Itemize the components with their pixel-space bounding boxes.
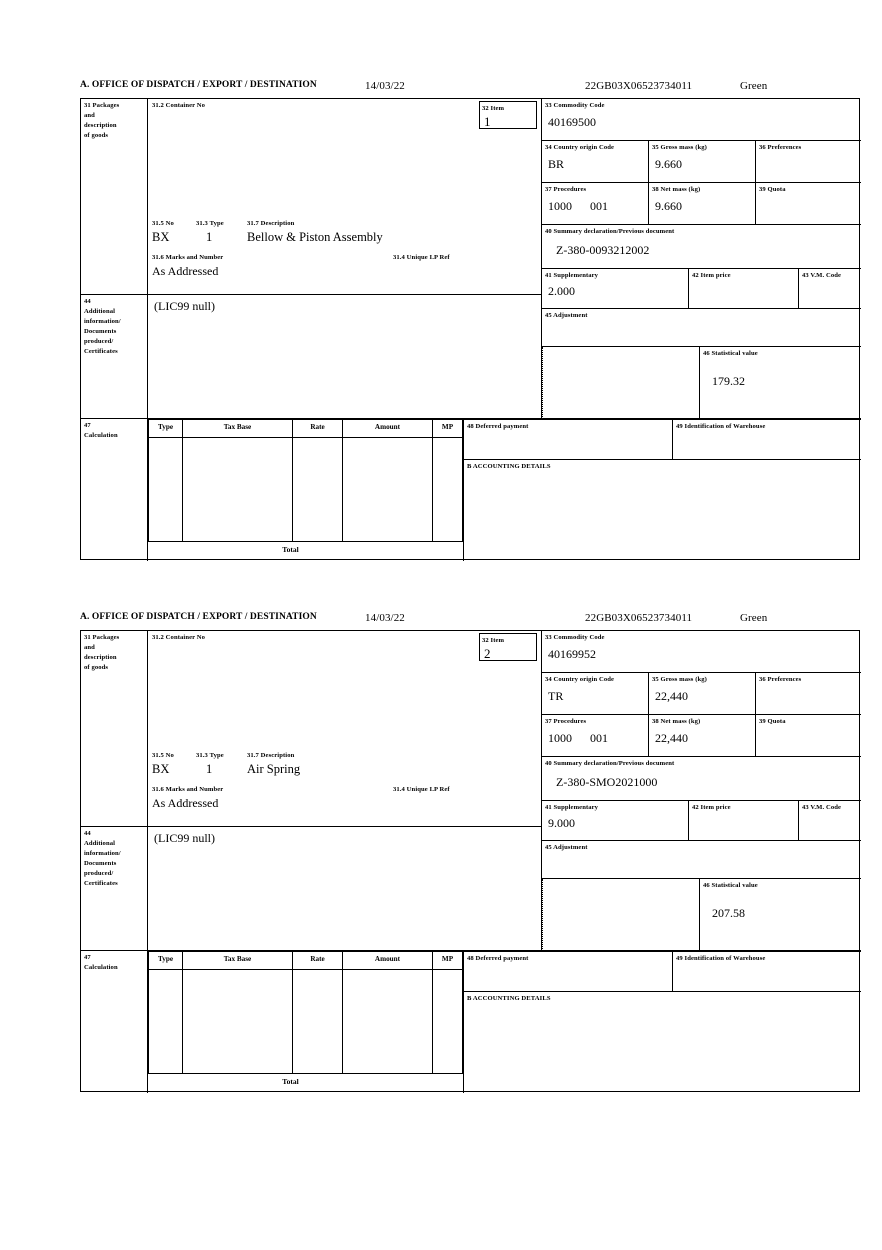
calc-body-rate-2: [293, 970, 343, 1074]
sheet-header: [80, 80, 862, 98]
box-33-label-2: 33 Commodity Code: [545, 634, 605, 641]
package-type-value-2: 1: [206, 762, 213, 776]
box-b-label-2: B ACCOUNTING DETAILS: [467, 995, 551, 1002]
calc-body-mp-2: [433, 970, 463, 1074]
calc-header-amount: Amount: [374, 423, 401, 431]
box-32-item: [479, 101, 537, 129]
box-44-line-2-2: Additional: [84, 840, 116, 847]
box-37-procedures-2: [542, 715, 649, 757]
box-47-line-2: Calculation: [84, 432, 118, 439]
box-45-adjustment: [542, 309, 861, 347]
procedure-code-1: 1000: [548, 199, 572, 213]
calc-col-rate-header-2: [293, 951, 343, 970]
box-49-warehouse-2: [673, 951, 861, 992]
calc-col-taxbase-header-2: [183, 951, 293, 970]
box-49-warehouse: [673, 419, 861, 460]
box-46-statistical-value: [699, 347, 861, 419]
calc-body-mp: [433, 438, 463, 542]
package-type-value: 1: [206, 230, 213, 244]
box-31-line-4: of goods: [84, 132, 109, 139]
box-31-3-label-2: 31.3 Type: [196, 752, 224, 759]
calc-col-amount-header: [343, 419, 433, 438]
vm-code-value-2: [799, 812, 861, 816]
calc-total-row: [148, 542, 463, 561]
box-49-label: 49 Identification of Warehouse: [676, 423, 766, 430]
statistical-value-2: 207.58: [712, 906, 745, 920]
box-41-supplementary: [542, 269, 689, 309]
box-39-label-2: 39 Quota: [759, 718, 786, 725]
box-31-line-1-2: 31 Packages: [84, 634, 120, 641]
calc-col-amount-header-2: [343, 951, 433, 970]
header-mrn: 22GB03X06523734011: [585, 80, 693, 92]
box-48-label: 48 Deferred payment: [467, 423, 529, 430]
box-37-label-2: 37 Procedures: [545, 718, 587, 725]
box-31-3-label: 31.3 Type: [196, 220, 224, 227]
box-b-accounting-details: [463, 460, 861, 561]
calc-body-amount-2: [343, 970, 433, 1074]
box-35-label-2: 35 Gross mass (kg): [652, 676, 707, 683]
box-35-gross-mass: [649, 141, 756, 183]
box-44-line-5: produced/: [84, 338, 114, 345]
procedure-code-1-2: 1000: [548, 731, 572, 745]
adjustment-value-2: [542, 852, 861, 856]
calc-col-type-header: [148, 419, 183, 438]
box-b-accounting-details-2: [463, 992, 861, 1093]
previous-document-value-2: Z-380-SMO2021000: [556, 775, 658, 789]
header-date: 14/03/22: [365, 80, 405, 92]
calc-col-rate-header: [293, 419, 343, 438]
package-no-value-2: BX: [152, 762, 170, 776]
box-44-line-6: Certificates: [84, 348, 118, 355]
box-45-label: 45 Adjustment: [545, 312, 588, 319]
box-44-line-3-2: information/: [84, 850, 121, 857]
box-36-label-2: 36 Preferences: [759, 676, 802, 683]
box-40-label: 40 Summary declaration/Previous document: [545, 228, 675, 235]
box-38-label: 38 Net mass (kg): [652, 186, 701, 193]
procedure-code-2-2: 001: [590, 731, 608, 745]
box-31-line-1: 31 Packages: [84, 102, 120, 109]
calculation-table-2: [148, 951, 463, 1093]
statistical-value: 179.32: [712, 374, 745, 388]
box-44-line-5-2: produced/: [84, 870, 114, 877]
box-41-supplementary-2: [542, 801, 689, 841]
box-31-2-label-2: 31.2 Container No: [152, 634, 206, 641]
box-44-label: [81, 295, 148, 419]
box-44-additional-information-2: [148, 827, 542, 951]
package-description-value: Bellow & Piston Assembly: [247, 230, 383, 244]
calc-body-amount: [343, 438, 433, 542]
commodity-code-value-2: 40169952: [548, 647, 596, 661]
marks-and-number-value: As Addressed: [152, 264, 219, 278]
box-37-procedures: [542, 183, 649, 225]
box-34-label-2: 34 Country origin Code: [545, 676, 615, 683]
box-38-net-mass-2: [649, 715, 756, 757]
box-40-previous-document: [542, 225, 861, 269]
box-31-line-2: and: [84, 112, 95, 119]
box-32-label: 32 Item: [482, 105, 505, 112]
package-description-value-2: Air Spring: [247, 762, 301, 776]
header-date-2: 14/03/22: [365, 612, 405, 624]
box-43-vm-code-2: [799, 801, 861, 841]
additional-information-value: (LIC99 null): [154, 299, 215, 313]
marks-and-number-value-2: As Addressed: [152, 796, 219, 810]
box-46-label-2: 46 Statistical value: [703, 882, 758, 889]
calc-col-type-header-2: [148, 951, 183, 970]
preferences-value-2: [756, 684, 861, 689]
calc-total-label: Total: [282, 545, 299, 554]
box-33-label: 33 Commodity Code: [545, 102, 605, 109]
office-of-dispatch-label: A. OFFICE OF DISPATCH / EXPORT / DESTINATION: [80, 80, 317, 90]
calc-total-label-2: Total: [282, 1077, 299, 1086]
box-31-4-label: 31.4 Unique I.P Ref: [393, 254, 450, 261]
box-44-line-6-2: Certificates: [84, 880, 118, 887]
header-lane: Green: [740, 80, 768, 92]
supplementary-value: 2.000: [548, 284, 575, 298]
calc-col-mp-header-2: [433, 951, 463, 970]
declaration-box: [80, 98, 860, 560]
box-37-label: 37 Procedures: [545, 186, 587, 193]
box-32-label-2: 32 Item: [482, 637, 505, 644]
calc-col-mp-header: [433, 419, 463, 438]
box-44-line-3: information/: [84, 318, 121, 325]
package-no-value: BX: [152, 230, 170, 244]
box-41-label-2: 41 Supplementary: [545, 804, 599, 811]
box-48-deferred-payment: [463, 419, 673, 460]
box-36-label: 36 Preferences: [759, 144, 802, 151]
box-47-line-1-2: 47: [84, 954, 91, 961]
box-45-label-2: 45 Adjustment: [545, 844, 588, 851]
calc-header-taxbase: Tax Base: [223, 423, 252, 431]
item-price-value-2: [689, 812, 798, 816]
box-31-7-label-2: 31.7 Description: [247, 752, 295, 759]
calc-header-mp-2: MP: [441, 955, 454, 963]
box-43-vm-code: [799, 269, 861, 309]
box-36-preferences: [756, 141, 861, 183]
calc-header-taxbase-2: Tax Base: [223, 955, 252, 963]
declaration-box-2: [80, 630, 860, 1092]
box-44-additional-information: [148, 295, 542, 419]
calc-col-taxbase-header: [183, 419, 293, 438]
box-34-label: 34 Country origin Code: [545, 144, 615, 151]
box-39-label: 39 Quota: [759, 186, 786, 193]
box-41-label: 41 Supplementary: [545, 272, 599, 279]
box-36-preferences-2: [756, 673, 861, 715]
calc-header-rate: Rate: [310, 423, 325, 431]
box-43-label: 43 V.M. Code: [802, 272, 842, 279]
previous-document-value: Z-380-0093212002: [556, 243, 650, 257]
commodity-code-value: 40169500: [548, 115, 596, 129]
calculation-table: [148, 419, 463, 561]
box-31-line-3-2: description: [84, 654, 117, 661]
vm-code-value: [799, 280, 861, 284]
box-35-label: 35 Gross mass (kg): [652, 144, 707, 151]
box-31-6-label-2: 31.6 Marks and Number: [152, 786, 224, 793]
box-31-7-label: 31.7 Description: [247, 220, 295, 227]
box-34-country-origin: [542, 141, 649, 183]
box-44-line-2: Additional: [84, 308, 116, 315]
box-34-country-origin-2: [542, 673, 649, 715]
declaration-sheet-1: [80, 80, 862, 560]
box-31-line-4-2: of goods: [84, 664, 109, 671]
calc-header-rate-2: Rate: [310, 955, 325, 963]
calc-total-row-2: [148, 1074, 463, 1093]
box-32-item-2: [479, 633, 537, 661]
box-45-adjustment-2: [542, 841, 861, 879]
box-44-label-2: [81, 827, 148, 951]
box-46-divider: [542, 347, 699, 419]
item-price-value: [689, 280, 798, 284]
gross-mass-value-2: 22,440: [655, 689, 688, 703]
calc-header-mp: MP: [441, 423, 454, 431]
box-47-line-2-2: Calculation: [84, 964, 118, 971]
box-31-line-2-2: and: [84, 644, 95, 651]
box-38-net-mass: [649, 183, 756, 225]
box-31-5-label-2: 31.5 No: [152, 752, 174, 759]
calc-body-type: [148, 438, 183, 542]
sheet-header-2: [80, 612, 862, 630]
box-39-quota-2: [756, 715, 861, 757]
box-46-label: 46 Statistical value: [703, 350, 758, 357]
box-47-label-2: [81, 951, 148, 1093]
quota-value-2: [756, 726, 861, 731]
box-33-commodity-code: [542, 99, 861, 141]
box-40-previous-document-2: [542, 757, 861, 801]
box-44-line-4-2: Documents: [84, 860, 117, 867]
header-mrn-2: 22GB03X06523734011: [585, 612, 693, 624]
box-31-2-label: 31.2 Container No: [152, 102, 206, 109]
item-number-value: 1: [484, 114, 491, 129]
calc-header-amount-2: Amount: [374, 955, 401, 963]
calc-header-type: Type: [157, 423, 174, 431]
calc-body-type-2: [148, 970, 183, 1074]
box-46-statistical-value-2: [699, 879, 861, 951]
supplementary-value-2: 9.000: [548, 816, 575, 830]
gross-mass-value: 9.660: [655, 157, 682, 171]
box-42-item-price-2: [689, 801, 799, 841]
additional-information-value-2: (LIC99 null): [154, 831, 215, 845]
box-31-line-3: description: [84, 122, 117, 129]
box-42-label-2: 42 Item price: [692, 804, 731, 811]
calc-body-taxbase: [183, 438, 293, 542]
box-31-6-label: 31.6 Marks and Number: [152, 254, 224, 261]
box-44-line-4: Documents: [84, 328, 117, 335]
adjustment-value: [542, 320, 861, 324]
box-43-label-2: 43 V.M. Code: [802, 804, 842, 811]
header-lane-2: Green: [740, 612, 768, 624]
preferences-value: [756, 152, 861, 157]
box-31-label-2: [81, 631, 148, 827]
box-44-line-1: 44: [84, 298, 91, 305]
net-mass-value: 9.660: [655, 199, 682, 213]
calc-body-taxbase-2: [183, 970, 293, 1074]
box-46-divider-2: [542, 879, 699, 951]
calc-header-type-2: Type: [157, 955, 174, 963]
office-of-dispatch-label-2: A. OFFICE OF DISPATCH / EXPORT / DESTINATION: [80, 612, 317, 622]
item-number-value-2: 2: [484, 646, 491, 661]
box-44-line-1-2: 44: [84, 830, 91, 837]
country-origin-value-2: TR: [548, 689, 564, 703]
box-40-label-2: 40 Summary declaration/Previous document: [545, 760, 675, 767]
box-39-quota: [756, 183, 861, 225]
box-47-line-1: 47: [84, 422, 91, 429]
calc-body-rate: [293, 438, 343, 542]
box-42-label: 42 Item price: [692, 272, 731, 279]
net-mass-value-2: 22,440: [655, 731, 688, 745]
quota-value: [756, 194, 861, 199]
box-33-commodity-code-2: [542, 631, 861, 673]
box-47-label: [81, 419, 148, 561]
country-origin-value: BR: [548, 157, 565, 171]
box-48-label-2: 48 Deferred payment: [467, 955, 529, 962]
box-48-deferred-payment-2: [463, 951, 673, 992]
box-38-label-2: 38 Net mass (kg): [652, 718, 701, 725]
box-31-4-label-2: 31.4 Unique I.P Ref: [393, 786, 450, 793]
box-49-label-2: 49 Identification of Warehouse: [676, 955, 766, 962]
box-b-label: B ACCOUNTING DETAILS: [467, 463, 551, 470]
box-31-label: [81, 99, 148, 295]
declaration-sheet-2: [80, 612, 862, 1092]
box-35-gross-mass-2: [649, 673, 756, 715]
procedure-code-2: 001: [590, 199, 608, 213]
box-42-item-price: [689, 269, 799, 309]
box-31-5-label: 31.5 No: [152, 220, 174, 227]
